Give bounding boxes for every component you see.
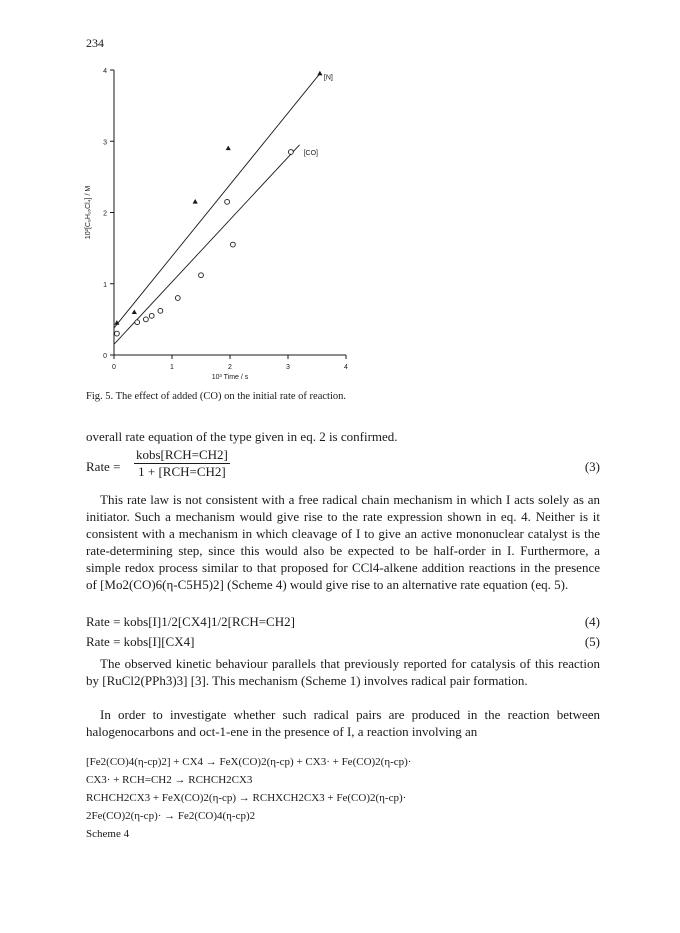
data-point-circle [158,308,163,313]
eq3-lhs: Rate = [86,459,121,474]
y-tick-label: 3 [103,139,107,147]
plot-marks [114,71,333,345]
data-point-circle [289,150,294,155]
page-number: 234 [86,36,104,50]
scheme-line: RCHCH2CX3 + FeX(CO)2(η-cp) → RCHXCH2CX3 + Fe(CO)2(η-cp)· [86,792,407,804]
series-label: [CO] [303,149,318,157]
x-tick-label: 0 [112,364,116,371]
eq3-numerator: kobs[RCH=CH2] [136,447,228,462]
paragraph-3: In order to investigate whether such radical pairs are produced in the reaction between halogenocarbons and oct-1-ene in the presence of I, a reaction involving an [86,707,600,739]
data-point-circle [149,313,154,318]
data-point-circle [115,331,120,336]
data-point-triangle [317,71,322,76]
series-label: [N] [323,74,333,82]
data-point-triangle [193,199,198,204]
figure-caption: Fig. 5. The effect of added (CO) on the initial rate of reaction. [86,391,346,402]
x-axis-label: 10³ Time / s [211,374,249,381]
data-point-circle [225,199,230,204]
y-tick-label: 0 [103,353,107,360]
equation-3 [86,447,600,487]
data-point-triangle [132,309,137,314]
data-point-circle [135,320,140,325]
paragraph-2: The observed kinetic behaviour parallels that previously reported for catalysis of this reaction by [RuCl2(PPh3)3] [3]. This mechanism (Scheme 1) involves radical pair formation. [86,656,600,688]
eq5-number: (5) [584,634,600,649]
rate-plot [78,52,378,397]
x-tick-label: 4 [344,364,348,371]
x-tick-label: 2 [228,364,232,371]
scheme-label: Scheme 4 [86,828,130,840]
data-point-circle [199,273,204,278]
y-tick-label: 2 [103,210,107,218]
eq3-denominator: 1 + [RCH=CH2] [138,464,226,479]
fit-line [114,74,320,328]
eq4-text: Rate = kobs[I]1/2[CX4]1/2[RCH=CH2] [86,614,295,629]
paragraph-1: This rate law is not consistent with a free radical chain mechanism in which I acts solely as an initiator. Such a mechanism would give rise to the rate expression shown in eq. 4. Neither is it consistent with a mechanism in which cleavage of I to give an active mononuclear catalyst is the rate-determining step, since this would also be expected to be half-order in I. Furthermore, a simple redox process similar to that proposed for CCl4-alkene addition reactions in the presence of [Mo2(CO)6(η-C5H5)2] (Scheme 4) would give rise to an alternative rate equation (eq. 5). [86,492,600,592]
scheme-line: 2Fe(CO)2(η-cp)· → Fe2(CO)4(η-cp)2 [86,810,256,822]
scheme-4 [86,756,600,846]
eq4-number: (4) [584,614,600,629]
equation-5 [86,634,600,654]
data-point-circle [231,242,236,247]
x-tick-label: 3 [286,364,290,371]
data-point-circle [175,296,180,301]
intro-line: overall rate equation of the type given in eq. 2 is confirmed. [86,429,398,444]
y-tick-label: 1 [103,281,107,289]
y-tick-label: 4 [103,68,107,75]
eq5-text: Rate = kobs[I][CX4] [86,634,195,649]
fit-line [114,145,300,345]
equation-4 [86,614,600,634]
data-point-triangle [226,146,231,151]
scheme-line: CX3· + RCH=CH2 → RCHCH2CX3 [86,774,253,786]
y-axis-label: 10²[C₈H₁₆Cl₄] / M [85,185,92,240]
eq3-number: (3) [584,459,600,474]
x-tick-label: 1 [170,364,174,371]
data-point-circle [144,317,149,322]
eq3-fraction [134,447,230,480]
plot-axes [85,68,348,381]
scheme-line: [Fe2(CO)4(η-cp)2] + CX4 → FeX(CO)2(η-cp) + CX3· + Fe(CO)2(η-cp)· [86,756,412,768]
